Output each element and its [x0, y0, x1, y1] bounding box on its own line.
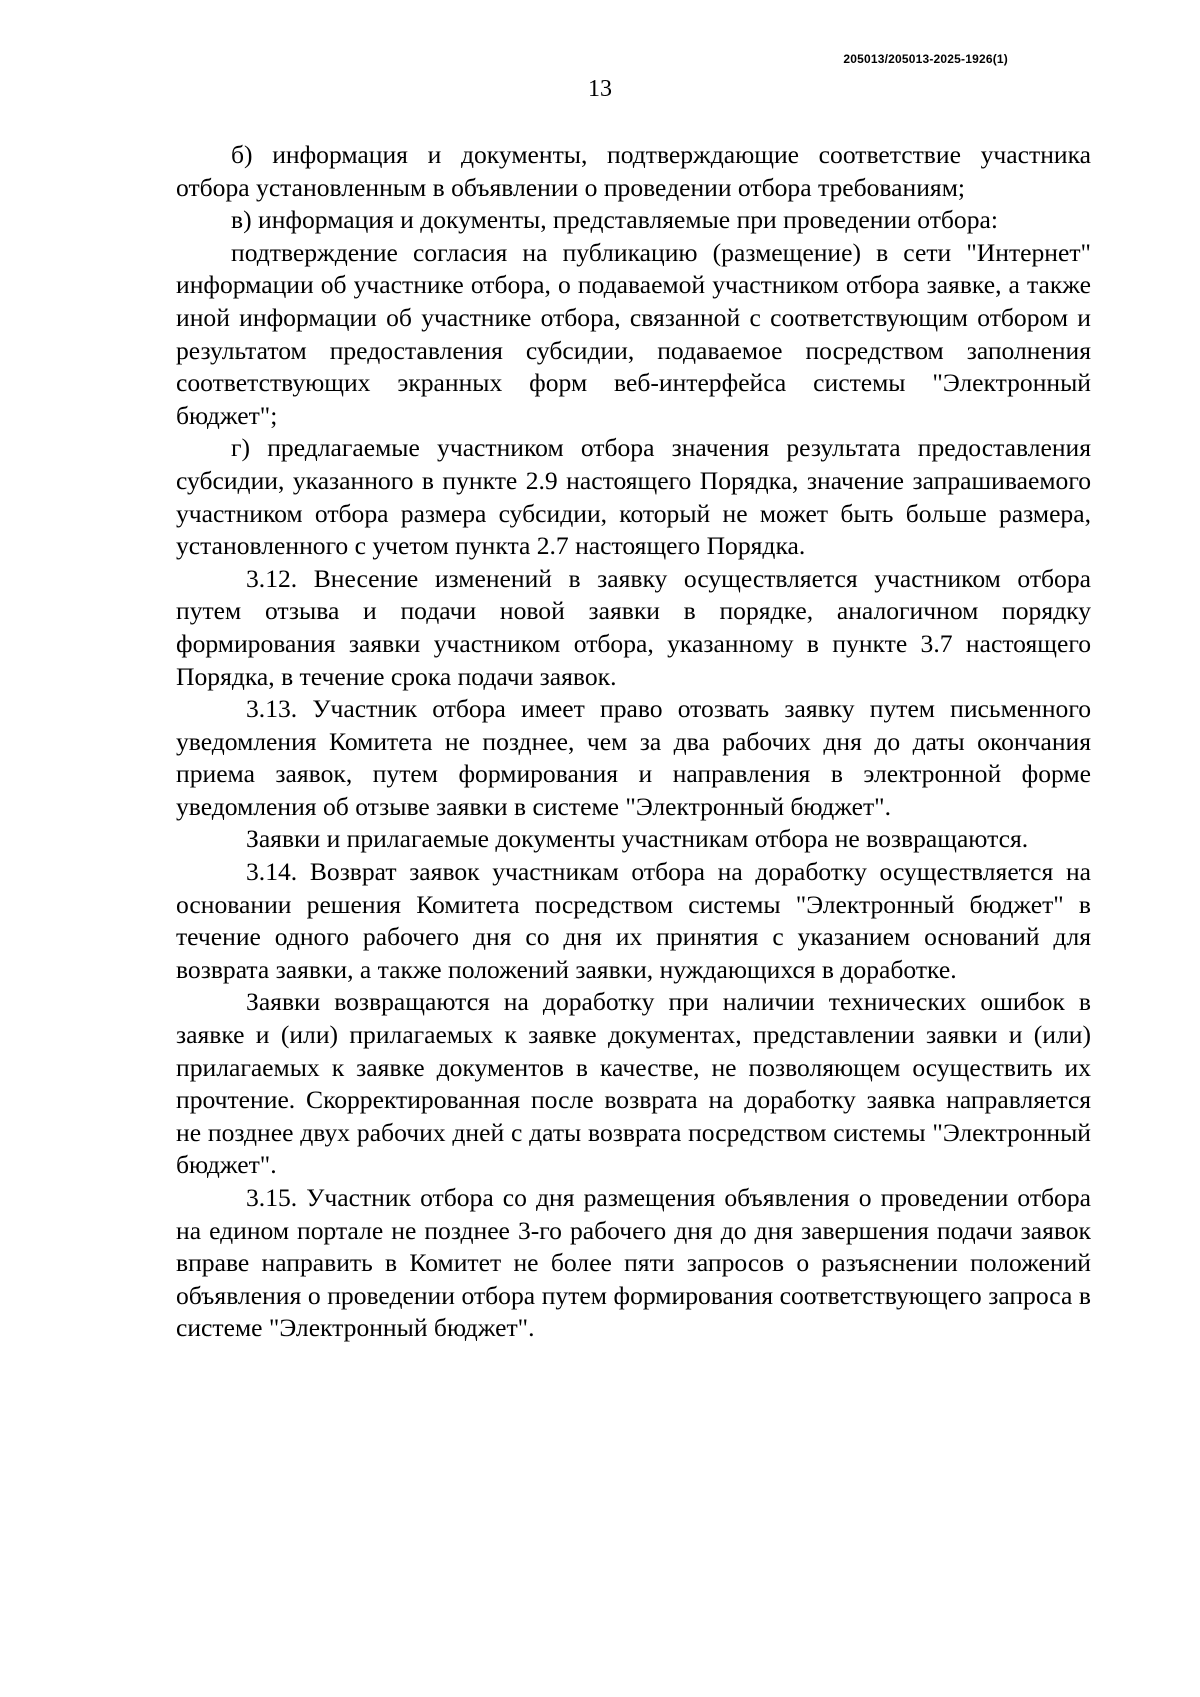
- paragraph-3-12: 3.12. Внесение изменений в заявку осуществляется участником отбора путем отзыва и подачи новой заявки в порядке, аналогичном порядку формирования заявки участником отбора, указанному в пункте 3.7 настоящего Порядка, в течение срока подачи заявок.: [176, 563, 1091, 691]
- page-number: 13: [588, 76, 612, 102]
- paragraph-b: б) информация и документы, подтверждающие соответствие участника отбора установленным в объявлении о проведении отбора требованиям;: [176, 140, 1091, 202]
- document-id: 205013/205013-2025-1926(1): [843, 52, 1008, 66]
- paragraph-returned: Заявки возвращаются на доработку при наличии технических ошибок в заявке и (или) прилагаемых к заявке документах, представлении заявки и (или) прилагаемых к заявке документов в качестве, не позволяющем осуществить их прочтение. Скорректированная после возврата на доработку заявка направляется не позднее двух рабочих дней с даты возврата посредством системы "Электронный бюджет".: [176, 987, 1091, 1180]
- paragraph-g: г) предлагаемые участником отбора значения результата предоставления субсидии, указанного в пункте 2.9 настоящего Порядка, значение запрашиваемого участником отбора размера субсидии, который не может быть больше размера, установленного с учетом пункта 2.7 настоящего Порядка.: [176, 433, 1091, 561]
- document-body: [176, 139, 1091, 1345]
- paragraph-3-15: 3.15. Участник отбора со дня размещения объявления о проведении отбора на едином портале не позднее 3-го рабочего дня до дня завершения подачи заявок вправе направить в Комитет не более пяти запросов о разъяснении положений объявления о проведении отбора путем формирования соответствующего запроса в системе "Электронный бюджет".: [176, 1183, 1091, 1343]
- paragraph-consent: подтверждение согласия на публикацию (размещение) в сети "Интернет" информации об участнике отбора, о подаваемой участником отбора заявке, а также иной информации об участнике отбора, связанной с соответствующим отбором и результатом предоставления субсидии, подаваемое посредством заполнения соответствующих экранных форм веб-интерфейса системы "Электронный бюджет";: [176, 237, 1091, 430]
- paragraph-not-returned: Заявки и прилагаемые документы участникам отбора не возвращаются.: [246, 824, 1029, 854]
- paragraph-3-14: 3.14. Возврат заявок участникам отбора на доработку осуществляется на основании решения Комитета посредством системы "Электронный бюджет" в течение одного рабочего дня со дня их принятия с указанием оснований для возврата заявки, а также положений заявки, нуждающихся в доработке.: [176, 857, 1091, 984]
- paragraph-3-13: 3.13. Участник отбора имеет право отозвать заявку путем письменного уведомления Комитета не позднее, чем за два рабочих дня до даты окончания приема заявок, путем формирования и направления в электронной форме уведомления об отзыве заявки в системе "Электронный бюджет".: [176, 694, 1091, 821]
- paragraph-v: в) информация и документы, представляемые при проведении отбора:: [231, 205, 998, 235]
